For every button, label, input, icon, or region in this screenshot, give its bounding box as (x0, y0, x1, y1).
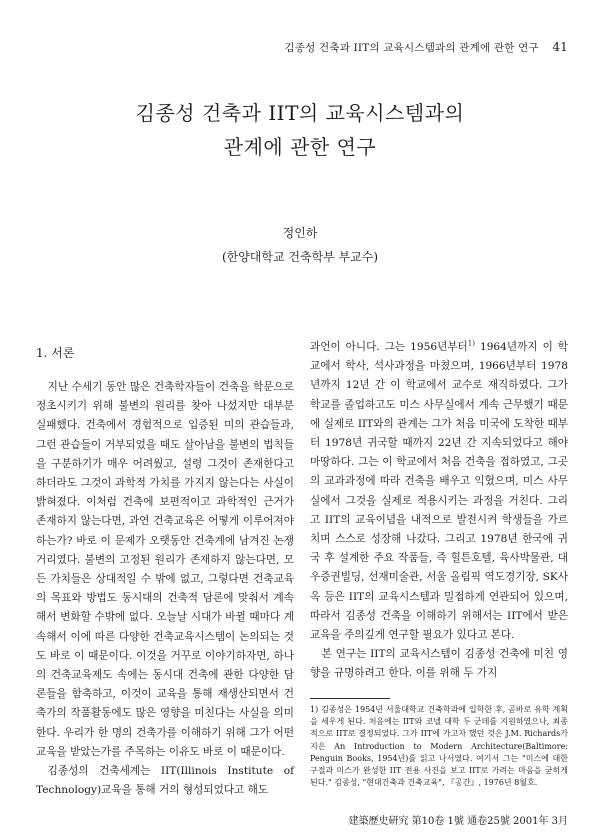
right-paragraph-1 (310, 338, 568, 645)
left-paragraph-1: 지난 수세기 동안 많은 건축학자들이 건축을 학문으로 정초시키기 위해 불변의 원리를 찾아 나섰지만 대부분 실패했다. 건축에서 경험적으로 입증된 미의 관습들과, 그런 관습들이 거부되었을 때도 살아남을 불변의 법칙들을 구분하기가 매우 어려웠고, 설령 그것이 존재한다고 하더라도 그것이 과학적 가치를 가지지 않는다는 사실이 밝혀졌다. 이처럼 건축에 보편적이고 과학적인 근거가 존재하지 않는다면, 과연 건축교육은 어떻게 이루어져야 하는가? 바로 이 문제가 오랫동안 건축계에 남겨진 논쟁거리였다. 불변의 고정된 원리가 존재하지 않는다면, 모든 가치들은 상대적일 수 밖에 없고, 그렇다면 건축교육의 목표와 방법도 동시대의 건축적 담론에 맞춰서 계속해서 변화할 수밖에 없다. 오늘날 시대가 바뀔 때마다 계속해서 이에 따른 다양한 건축교육시스템이 논의되는 것도 바로 이 때문이다. 이것을 거꾸로 이야기하자면, 하나의 건축교육제도 속에는 동시대 건축에 관한 다양한 담론들을 함축하고, 이것이 교육을 통해 재생산되면서 건축가의 작품활동에도 많은 영향을 미친다는 사실을 의미한다. 우리가 한 명의 건축가를 이해하기 위해 그가 어떤 교육을 받았는가를 주목하는 이유도 바로 이 때문이다. (36, 381, 294, 758)
running-header (284, 40, 568, 55)
footnote (310, 704, 568, 789)
footnote-divider (310, 698, 390, 699)
footnote-marker: 1) (467, 339, 475, 348)
page-number: 41 (552, 40, 568, 54)
paper-title (0, 96, 600, 164)
journal-footer: 建築歷史硏究 第10卷 1號 通卷25號 2001年 3月 (348, 816, 568, 827)
right-column (310, 338, 568, 684)
section-heading: 1. 서론 (36, 346, 75, 360)
right-paragraph-2: 본 연구는 IIT의 교육시스템이 김종성 건축에 미친 영향을 규명하려고 한다. 이를 위해 두 가지 (310, 648, 568, 680)
title-line-2: 관계에 관한 연구 (223, 135, 377, 159)
left-paragraph-2: 김종성의 건축세계는 IIT(Illinois Institute of Technology)교육을 통해 거의 형성되었다고 해도 (36, 765, 294, 797)
running-title: 김종성 건축과 IIT의 교육시스템과의 관계에 관한 연구 (284, 42, 539, 54)
right-paragraph-1-start: 과언이 아니다. 그는 1956년부터 (310, 341, 468, 353)
left-column (36, 378, 294, 800)
author-name: 정인하 (282, 226, 318, 240)
right-paragraph-1-rest: 1964년까지 이 학교에서 학사, 석사과정을 마쳤으며, 1966년부터 1978년까지 12년 간 이 학교에서 교수로 재직하였다. 그가 학교를 졸업하고도 미스 사무실에서 계속 근무했기 때문에 실제로 IIT와의 관계는 그가 처음 미국에 도착한 때부터 1978년 귀국할 때까지 22년 간 지속되었다고 해야 마땅하다. 그는 이 학교에서 처음 건축을 접하였고, 그곳의 교과과정에 따라 건축을 배우고 익혔으며, 미스 사무실에서 그것을 실제로 적용시키는 과정을 거친다. 그리고 IIT의 교육이념을 내적으로 발전시켜 학생들을 가르치며 스스로 성장해 나갔다. 그리고 1978년 한국에 귀국 후 설계한 주요 작품들, 즉 힐튼호텔, 육사박물관, 대우증권빌딩, 선재미술관, 서울 올림픽 역도경기장, SK사옥 등은 IIT의 교육시스템과 밀접하게 연관되어 있으며, 따라서 김종성 건축을 이해하기 위해서는 IIT에서 받은 교육을 주의깊게 연구할 필요가 있다고 본다. (310, 341, 569, 642)
title-line-1: 김종성 건축과 IIT의 교육시스템과의 (135, 101, 465, 125)
footnote-text: 1) 김종성은 1954년 서울대학교 건축학과에 입학한 후, 곧바로 유학 계획을 세우게 된다. 처음에는 IIT와 코넬 대학 두 군데를 지원하였으나, 최종적으로 IIT로 결정되었다. 그가 IIT에 가고자 했던 것은 J.M. Richards가 지은 An Introduction to Modern Architecture(Baltimore: Penguin Books, 1954년)를 읽고 나서였다. 여기서 그는 "미스에 대한 구절과 미스가 완성한 IIT 전용 사진을 보고 IIT로 가려는 마음을 굳히게 된다." 김종성, "현대건축과 건축교육", 『공간』, 1976년 8월호. (310, 705, 568, 788)
author-affiliation: (한양대학교 건축학부 부교수) (221, 250, 379, 264)
